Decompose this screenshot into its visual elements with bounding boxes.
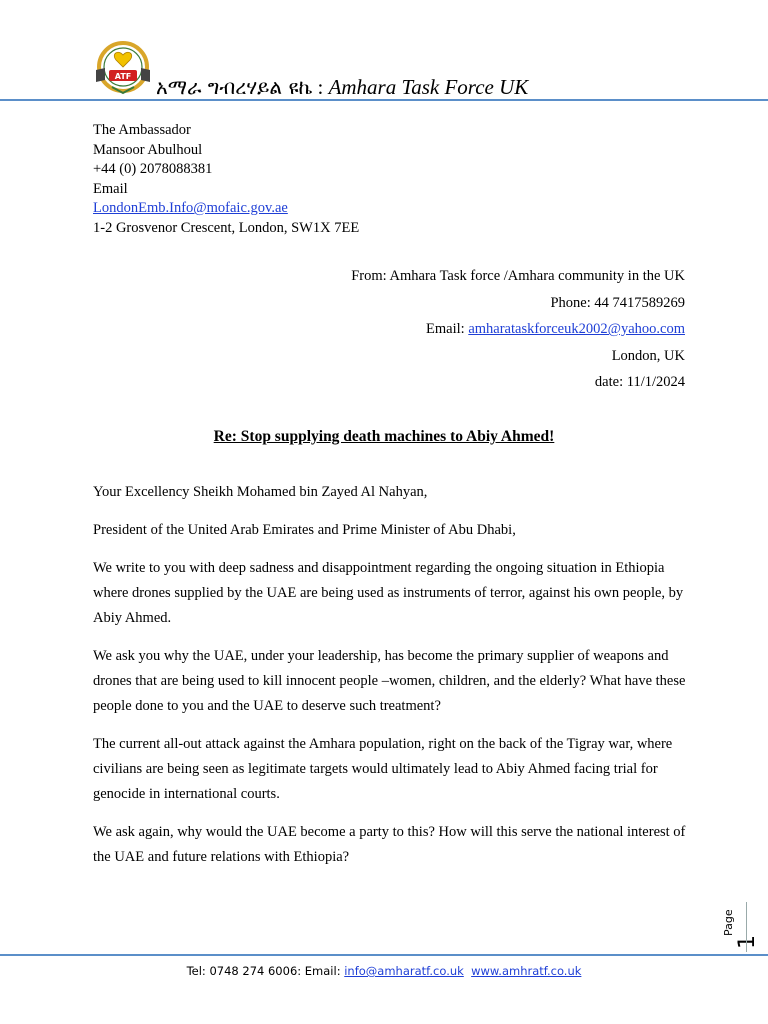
recipient-block — [93, 121, 359, 238]
sender-email-label: Email: — [426, 321, 469, 338]
footer — [0, 964, 768, 978]
sender-date: date: 11/1/2024 — [594, 374, 685, 391]
sender-block — [351, 263, 685, 396]
letterhead-title-amharic: አማራ ግብረሃይል ዩኬ — [156, 75, 313, 99]
body-paragraph: President of the United Arab Emirates and Prime Minister of Abu Dhabi, — [93, 522, 516, 538]
recipient-address: 1-2 Grosvenor Crescent, London, SW1X 7EE — [93, 219, 360, 236]
footer-divider — [0, 954, 768, 956]
sender-from: From: Amhara Task force /Amhara community in the UK — [351, 268, 685, 284]
header-divider — [0, 99, 768, 101]
page-number: 1 — [735, 935, 760, 949]
page-label: Page — [722, 909, 735, 936]
body-paragraph: We ask again, why would the UAE become a party to this? How will this serve the national interest of the UAE and future relations with Ethiopia? — [93, 824, 686, 865]
recipient-phone: +44 (0) 2078088381 — [93, 161, 213, 177]
page-number-divider — [746, 902, 747, 952]
footer-email-link[interactable]: info@amharatf.co.uk — [344, 964, 464, 978]
letterhead-title-english: Amhara Task Force UK — [328, 75, 529, 99]
letter-subject: Re: Stop supplying death machines to Abiy Ahmed! — [213, 428, 555, 445]
recipient-name: Mansoor Abulhoul — [93, 141, 203, 158]
footer-website-link[interactable]: www.amhratf.co.uk — [471, 964, 582, 978]
sender-phone: Phone: 44 7417589269 — [550, 294, 685, 311]
letterhead-title-separator: : — [312, 75, 329, 99]
sender-email-link[interactable]: amharataskforceuk2002@yahoo.com — [468, 321, 685, 338]
logo-text: ATF — [114, 72, 132, 81]
letter-body — [93, 480, 693, 883]
recipient-email-label: Email — [93, 180, 128, 197]
recipient-email-link[interactable]: LondonEmb.Info@mofaic.gov.ae — [93, 200, 288, 216]
atf-logo-icon — [92, 40, 154, 98]
body-paragraph: We ask you why the UAE, under your leadership, has become the primary supplier of weapons and drones that are being used to kill innocent people –women, children, and the elderly? What have these people done to you and the UAE to deserve such treatment? — [93, 648, 686, 714]
page-number-marker — [719, 906, 760, 954]
footer-contact: Tel: 0748 274 6006: Email: — [186, 964, 345, 978]
body-paragraph: Your Excellency Sheikh Mohamed bin Zayed Al Nahyan, — [93, 484, 428, 500]
recipient-title: The Ambassador — [93, 122, 191, 138]
body-paragraph: We write to you with deep sadness and disappointment regarding the ongoing situation in Ethiopia where drones supplied by the UAE are being used as instruments of terror, against his own people, by Abiy Ahmed. — [93, 560, 684, 626]
body-paragraph: The current all-out attack against the Amhara population, right on the back of the Tigray war, where civilians are being seen as legitimate targets would ultimately lead to Abiy Ahmed facing trial for genocide in international courts. — [93, 736, 673, 802]
sender-city: London, UK — [611, 347, 685, 364]
letterhead-title — [156, 74, 528, 100]
